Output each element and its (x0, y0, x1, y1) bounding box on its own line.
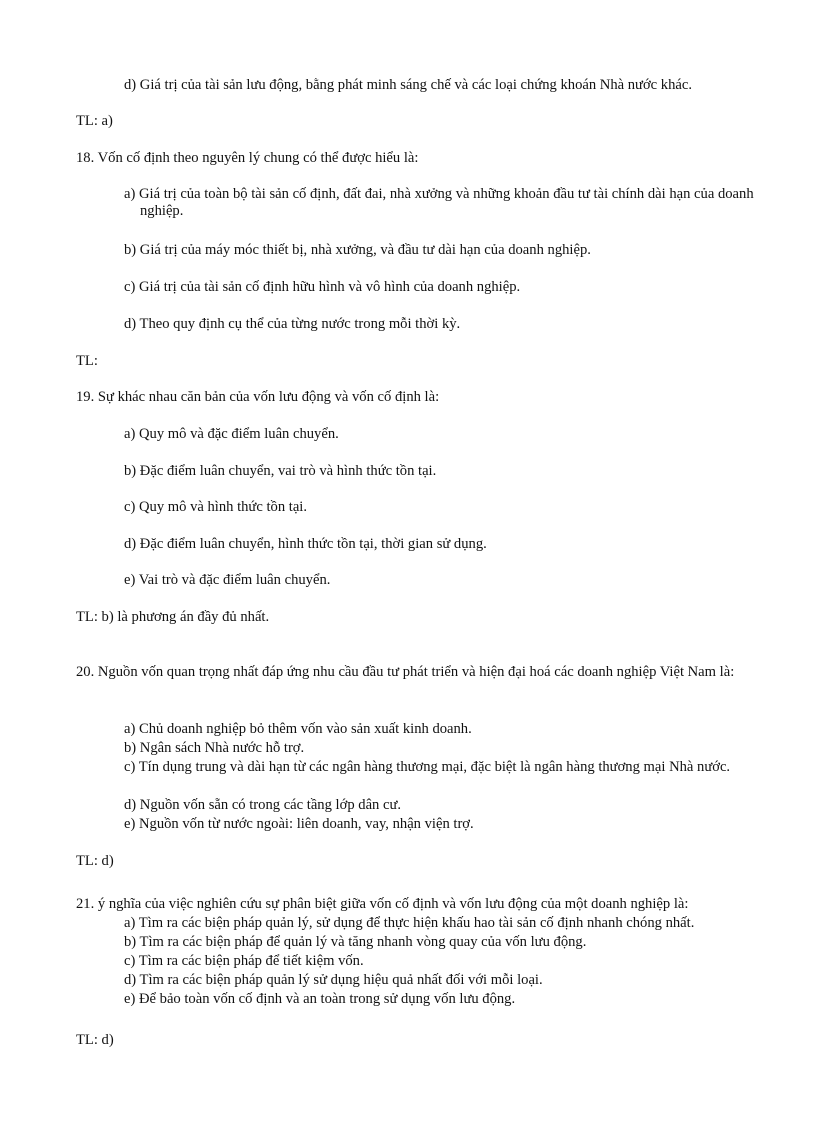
option-19e: e) Vai trò và đặc điểm luân chuyển. (124, 572, 331, 588)
option-20d: d) Nguồn vốn sẵn có trong các tầng lớp dân cư. (124, 797, 402, 813)
question-19: 19. Sự khác nhau căn bản của vốn lưu động và vốn cố định là: (76, 389, 440, 405)
option-18d: d) Theo quy định cụ thể của từng nước trong mỗi thời kỳ. (124, 316, 461, 332)
option-21d: d) Tìm ra các biện pháp quản lý sử dụng hiệu quả nhất đối với mỗi loại. (124, 972, 543, 988)
option-19d: d) Đặc điểm luân chuyển, hình thức tồn tại, thời gian sử dụng. (124, 536, 487, 552)
answer-20: TL: d) (76, 853, 114, 869)
option-17d: d) Giá trị của tài sản lưu động, bằng phát minh sáng chế và các loại chứng khoán Nhà nước khác. (124, 77, 692, 93)
option-20c: c) Tín dụng trung và dài hạn từ các ngân hàng thương mại, đặc biệt là ngân hàng thương mại Nhà nước. (124, 759, 731, 775)
option-21e: e) Để bảo toàn vốn cố định và an toàn trong sử dụng vốn lưu động. (124, 991, 516, 1007)
option-18b: b) Giá trị của máy móc thiết bị, nhà xưởng, và đầu tư dài hạn của doanh nghiệp. (124, 242, 591, 258)
answer-17: TL: a) (76, 113, 113, 129)
option-18a: a) Giá trị của toàn bộ tài sản cố định, đất đai, nhà xưởng và những khoản đầu tư tài chính dài hạn của doanh nghiệp. (124, 186, 754, 219)
answer-19: TL: b) là phương án đầy đủ nhất. (76, 609, 270, 625)
option-21a: a) Tìm ra các biện pháp quản lý, sử dụng để thực hiện khấu hao tài sản cố định nhanh chóng nhất. (124, 915, 695, 931)
option-21b: b) Tìm ra các biện pháp để quản lý và tăng nhanh vòng quay của vốn lưu động. (124, 934, 587, 950)
option-19c: c) Quy mô và hình thức tồn tại. (124, 499, 307, 515)
option-20b: b) Ngân sách Nhà nước hỗ trợ. (124, 740, 305, 756)
option-18c: c) Giá trị của tài sản cố định hữu hình và vô hình của doanh nghiệp. (124, 279, 521, 295)
question-18: 18. Vốn cố định theo nguyên lý chung có thể được hiểu là: (76, 150, 419, 166)
option-21c: c) Tìm ra các biện pháp để tiết kiệm vốn. (124, 953, 364, 969)
question-21: 21. ý nghĩa của việc nghiên cứu sự phân biệt giữa vốn cố định và vốn lưu động của một doanh nghiệp là: (76, 896, 689, 912)
question-20: 20. Nguồn vốn quan trọng nhất đáp ứng nhu cầu đầu tư phát triển và hiện đại hoá các doanh nghiệp Việt Nam là: (76, 664, 735, 680)
option-19a: a) Quy mô và đặc điểm luân chuyển. (124, 426, 339, 442)
option-20e: e) Nguồn vốn từ nước ngoài: liên doanh, vay, nhận viện trợ. (124, 816, 474, 832)
answer-18: TL: (76, 353, 98, 369)
option-19b: b) Đặc điểm luân chuyển, vai trò và hình thức tồn tại. (124, 463, 437, 479)
option-20a: a) Chủ doanh nghiệp bỏ thêm vốn vào sản xuất kinh doanh. (124, 721, 472, 737)
answer-21: TL: d) (76, 1032, 114, 1048)
